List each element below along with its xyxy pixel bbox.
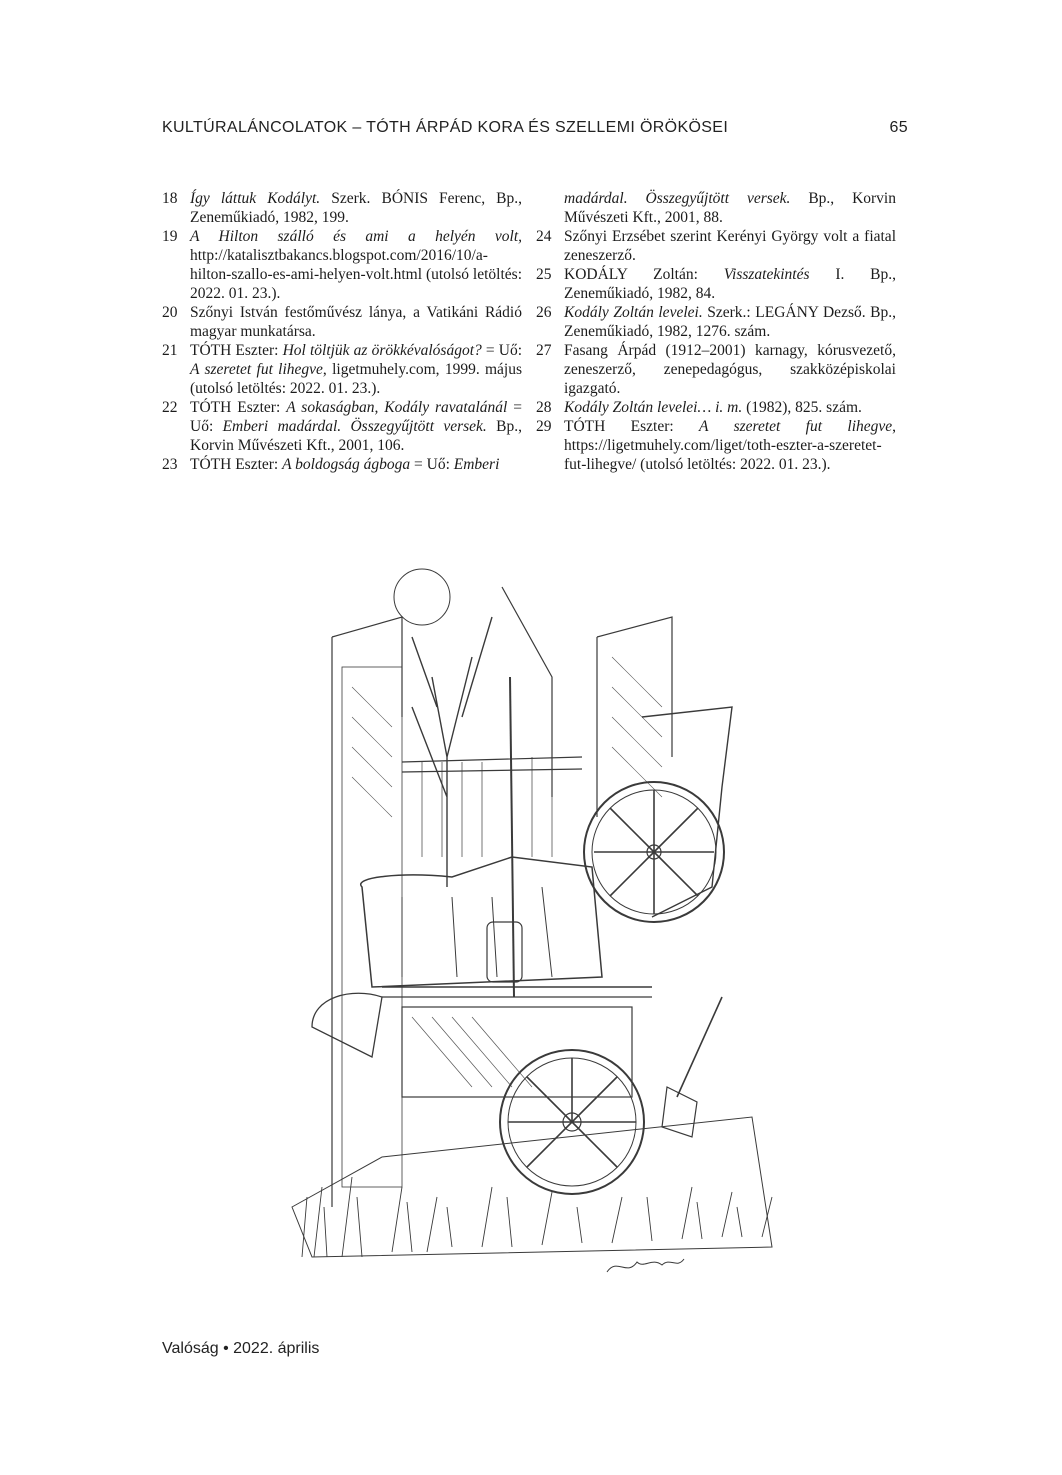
endnotes-left-column: [162, 189, 522, 474]
endnote-number: 19: [162, 228, 178, 245]
journal-footer: Valóság • 2022. április: [162, 1340, 320, 1357]
endnote-text: [564, 417, 896, 474]
italic-title: Így láttuk Kodályt.: [190, 190, 321, 207]
endnote-18: [162, 189, 522, 227]
endnote-number: 18: [162, 190, 178, 207]
italic-title: A sokaságban, Kodály ravatalánál: [286, 399, 508, 416]
italic-title: Kodály Zoltán levelei.: [564, 304, 703, 321]
note-text: = Uő:: [190, 399, 522, 435]
endnotes-right-column: [536, 189, 896, 474]
note-text: Bp., Korvin Művészeti Kft., 2001, 106.: [190, 418, 522, 454]
note-text: Szőnyi Erzsébet szerint Kerényi György volt a fiatal zeneszerző.: [564, 228, 896, 264]
endnotes: [162, 189, 896, 474]
endnote-19: [162, 227, 522, 303]
endnote-number: 20: [162, 304, 178, 321]
italic-title: A Hilton szálló és ami a helyén volt,: [190, 228, 522, 245]
pen-drawing-illustration: [252, 557, 842, 1288]
endnote-23-continuation: [536, 189, 896, 227]
endnote-text: [190, 189, 522, 227]
running-header: [162, 119, 908, 137]
running-title: KULTÚRALÁNCOLATOK – TÓTH ÁRPÁD KORA ÉS SZELLEMI ÖRÖKÖSEI: [162, 119, 729, 136]
italic-title: Hol töltjük az örökkévalóságot?: [282, 342, 482, 359]
note-text: Szőnyi István festőművész lánya, a Vatikáni Rádió magyar munkatársa.: [190, 304, 522, 340]
endnote-26: [536, 303, 896, 341]
note-text: = Uő:: [410, 456, 454, 473]
endnote-number: 28: [536, 399, 552, 416]
endnote-text: [190, 398, 522, 455]
endnote-21: [162, 341, 522, 398]
endnote-number: 24: [536, 228, 552, 245]
italic-title: A szeretet fut lihegve: [699, 418, 893, 435]
endnote-text: [190, 341, 522, 398]
endnote-23: [162, 455, 522, 474]
note-text: Bp., Korvin Művészeti Kft., 2001, 88.: [564, 190, 896, 226]
note-text: TÓTH Eszter:: [190, 456, 283, 473]
note-text: Fasang Árpád (1912–2001) karnagy, kórusvezető, zeneszerző, zenepedagógus, szakközépiskolai igazgató.: [564, 342, 896, 397]
note-text: , https://ligetmuhely.com/liget/toth-eszter-a-szeretet-fut-lihegve/ (utolsó letöltés: 2022. 01. 23.).: [564, 418, 897, 473]
italic-title: Emberi madárdal. Összegyűjtött versek.: [222, 418, 487, 435]
endnote-number: 29: [536, 418, 552, 435]
italic-title: Visszatekintés: [723, 266, 810, 283]
page-number: 65: [889, 119, 908, 136]
endnote-20: [162, 303, 522, 341]
endnote-22: [162, 398, 522, 455]
note-text: , ligetmuhely.com, 1999. május (utolsó letöltés: 2022. 01. 23.).: [190, 361, 523, 397]
italic-title: Emberi: [453, 456, 500, 473]
endnote-text: [564, 227, 896, 265]
note-text: TÓTH Eszter:: [564, 418, 700, 435]
endnote-number: 26: [536, 304, 552, 321]
endnote-text: [564, 303, 896, 341]
italic-title: madárdal. Összegyűjtött versek.: [564, 190, 791, 207]
note-text: (1982), 825. szám.: [742, 399, 862, 416]
endnote-text: [190, 455, 522, 474]
note-text: Szerk.: LEGÁNY Dezső. Bp., Zeneműkiadó, 1982, 1276. szám.: [564, 304, 896, 340]
note-text: I. Bp., Zeneműkiadó, 1982, 84.: [564, 266, 897, 302]
endnote-text: [190, 303, 522, 341]
italic-title: A boldogság ágboga: [282, 456, 411, 473]
note-text: TÓTH Eszter:: [190, 399, 287, 416]
note-text: Szerk. BÓNIS Ferenc, Bp., Zeneműkiadó, 1982, 199.: [190, 190, 523, 226]
endnote-number: 22: [162, 399, 178, 416]
endnote-text: [564, 265, 896, 303]
endnote-text: [564, 398, 896, 417]
italic-title: Kodály Zoltán levelei… i. m.: [564, 399, 743, 416]
endnote-number: 27: [536, 342, 552, 359]
endnote-text: [190, 227, 522, 303]
endnote-27: [536, 341, 896, 398]
endnote-28: [536, 398, 896, 417]
note-text: http://katalisztbakancs.blogspot.com/2016/10/a-hilton-szallo-es-ami-helyen-volt.html (utolsó letöltés: 2022. 01. 23.).: [190, 247, 522, 302]
endnote-24: [536, 227, 896, 265]
endnote-25: [536, 265, 896, 303]
endnote-text: [564, 341, 896, 398]
endnote-29: [536, 417, 896, 474]
endnote-number: 25: [536, 266, 552, 283]
note-text: = Uő:: [481, 342, 523, 359]
note-text: KODÁLY Zoltán:: [564, 266, 724, 283]
endnote-number: 23: [162, 456, 178, 473]
note-text: TÓTH Eszter:: [190, 342, 283, 359]
italic-title: A szeretet fut lihegve: [190, 361, 323, 378]
endnote-number: 21: [162, 342, 178, 359]
